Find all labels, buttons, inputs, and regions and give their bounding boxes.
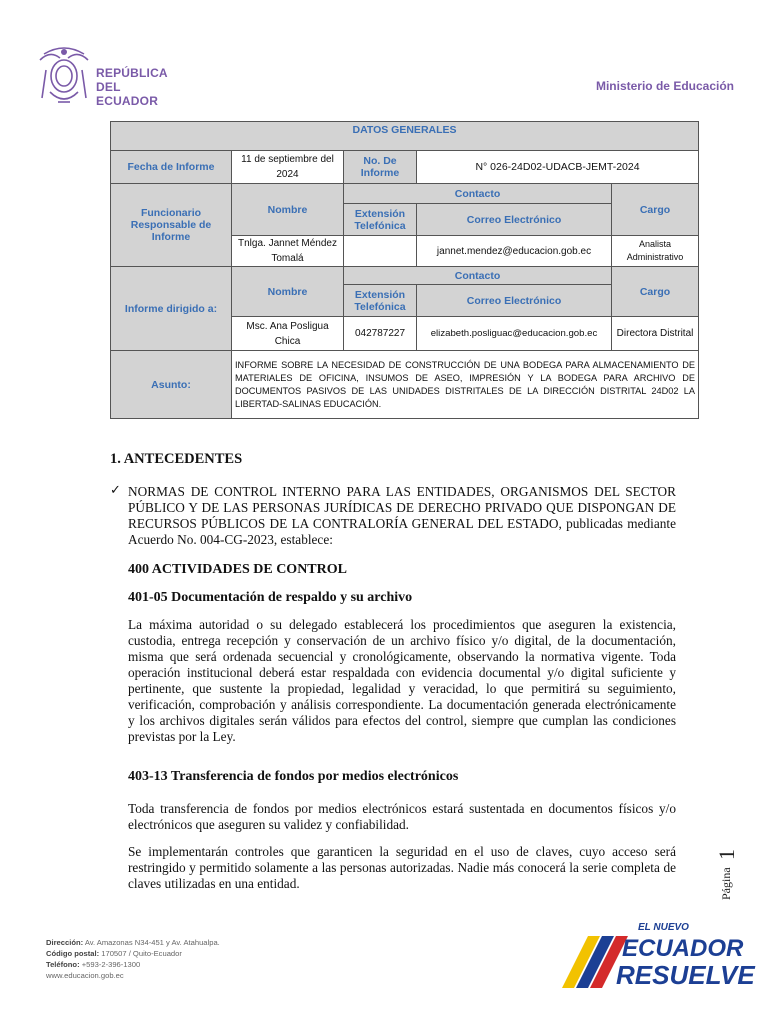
ecuador-resuelve-logo xyxy=(558,918,755,990)
datos-generales-table xyxy=(110,121,699,419)
cargo-header-2: Cargo xyxy=(612,267,699,317)
dirigido-extension: 042787227 xyxy=(344,317,417,351)
nombre-header-2: Nombre xyxy=(232,267,344,317)
direccion-value: Av. Amazonas N34-451 y Av. Atahualpa. xyxy=(83,938,220,947)
page-number-label xyxy=(713,846,739,906)
asunto-value: INFORME SOBRE LA NECESIDAD DE CONSTRUCCIÓN DE UNA BODEGA PARA ALMACENAMIENTO DE MATERIALES DE OFICINA, INSUMOS DE ASEO, IMPRESIÓN Y LA BODEGA PARA ARCHIVO DE DOCUMENTOS PASIVOS DE LAS UNIDADES DISTRITALES DE LA DIRECCIÓN DISTRITAL 24D02 LA LIBERTAD-SALINAS EDUCACIÓN. xyxy=(232,351,699,419)
dirigido-label: Informe dirigido a: xyxy=(111,267,232,351)
funcionario-label: Funcionario Responsable de Informe xyxy=(111,184,232,267)
funcionario-cargo: Analista Administrativo xyxy=(612,236,699,267)
codigo-label: Código postal: xyxy=(46,949,100,958)
logo-line2: DEL ECUADOR xyxy=(96,80,159,108)
dirigido-nombre: Msc. Ana Posligua Chica xyxy=(232,317,344,351)
funcionario-correo: jannet.mendez@educacion.gob.ec xyxy=(417,236,612,267)
nombre-header: Nombre xyxy=(232,184,344,236)
normas-upper: NORMAS DE CONTROL INTERNO PARA LAS ENTIDADES, ORGANISMOS DEL SECTOR PÚBLICO Y DE LAS PERSONAS JURÍDICAS DE DERECHO PRIVADO QUE DISPONGAN DE RECURSOS PÚBLICOS DE LA CONTRALORÍA GENERAL DEL ESTADO, xyxy=(128,484,676,531)
extension-header-2: Extensión Telefónica xyxy=(344,285,417,317)
dirigido-correo: elizabeth.posliguac@educacion.gob.ec xyxy=(417,317,612,351)
extension-header: Extensión Telefónica xyxy=(344,204,417,236)
fecha-value: 11 de septiembre del 2024 xyxy=(232,151,344,184)
correo-header-2: Correo Electrónico xyxy=(417,285,612,317)
table-title: DATOS GENERALES xyxy=(111,122,699,151)
funcionario-extension xyxy=(344,236,417,267)
heading-403: 403-13 Transferencia de fondos por medios electrónicos xyxy=(128,769,459,784)
heading-400: 400 ACTIVIDADES DE CONTROL xyxy=(128,562,347,577)
funcionario-nombre: Tnlga. Jannet Méndez Tomalá xyxy=(232,236,344,267)
contacto-header-2: Contacto xyxy=(344,267,612,285)
slogan-line2: ECUADOR xyxy=(622,935,744,962)
republica-logo xyxy=(36,40,176,110)
dirigido-cargo: Directora Distrital xyxy=(612,317,699,351)
numero-label: No. De Informe xyxy=(344,151,417,184)
heading-401: 401-05 Documentación de respaldo y su archivo xyxy=(128,590,413,605)
asunto-label: Asunto: xyxy=(111,351,232,419)
section-title: 1. ANTECEDENTES xyxy=(110,451,243,467)
normas-rest: publicadas mediante Acuerdo No. 004-CG-2023, establece: xyxy=(128,516,676,547)
footer-contact xyxy=(46,937,220,981)
slogan-line3: RESUELVE xyxy=(616,960,755,990)
logo-line1: REPÚBLICA xyxy=(96,66,168,80)
logo-text xyxy=(96,66,176,108)
correo-header: Correo Electrónico xyxy=(417,204,612,236)
check-icon: ✓ xyxy=(110,482,121,497)
telefono-value: +593-2-396-1300 xyxy=(79,960,141,969)
fecha-label: Fecha de Informe xyxy=(111,151,232,184)
telefono-label: Teléfono: xyxy=(46,960,80,969)
contacto-header: Contacto xyxy=(344,184,612,204)
slogan-line1: EL NUEVO xyxy=(638,922,689,933)
codigo-value: 170507 / Quito-Ecuador xyxy=(99,949,182,958)
page-number: 1 xyxy=(714,849,739,860)
page-word: Página xyxy=(719,867,733,900)
coat-of-arms-icon xyxy=(36,40,92,110)
paragraph-403b: Se implementarán controles que garanticen la seguridad en el uso de claves, cuyo acceso será restringido y permitido solamente a las personas autorizadas. Nadie más conocerá la serie completa de claves utilizadas en una entidad. xyxy=(128,844,676,891)
paragraph-403a: Toda transferencia de fondos por medios electrónicos estará sustentada en documentos físicos y/o electrónicos que aseguren su validez y confiabilidad. xyxy=(128,801,676,832)
paragraph-401: La máxima autoridad o su delegado establecerá los procedimientos que aseguren la existencia, custodia, entrega recepción y conservación de un archivo físico y/o digital, de la documentación, misma que será ordenada secuencial y cronológicamente, observando la normativa vigente. Toda operación institucional deberá estar respaldada con evidencia documental y/o digital suficiente y pertinente, que sustente la propiedad, legalidad y veracidad, lo que permitirá su seguimiento, verificación, comprobación y análisis correspondiente. La documentación generada electrónicamente y los archivos digitales serán válidos para efectos del control, siempre que cumplan las condiciones previstas por la Ley. xyxy=(128,617,676,744)
website-link[interactable]: www.educacion.gob.ec xyxy=(46,971,124,980)
cargo-header: Cargo xyxy=(612,184,699,236)
numero-value: N° 026-24D02-UDACB-JEMT-2024 xyxy=(417,151,699,184)
ministry-name: Ministerio de Educación xyxy=(595,79,734,93)
normas-paragraph xyxy=(128,484,676,548)
direccion-label: Dirección: xyxy=(46,938,84,947)
